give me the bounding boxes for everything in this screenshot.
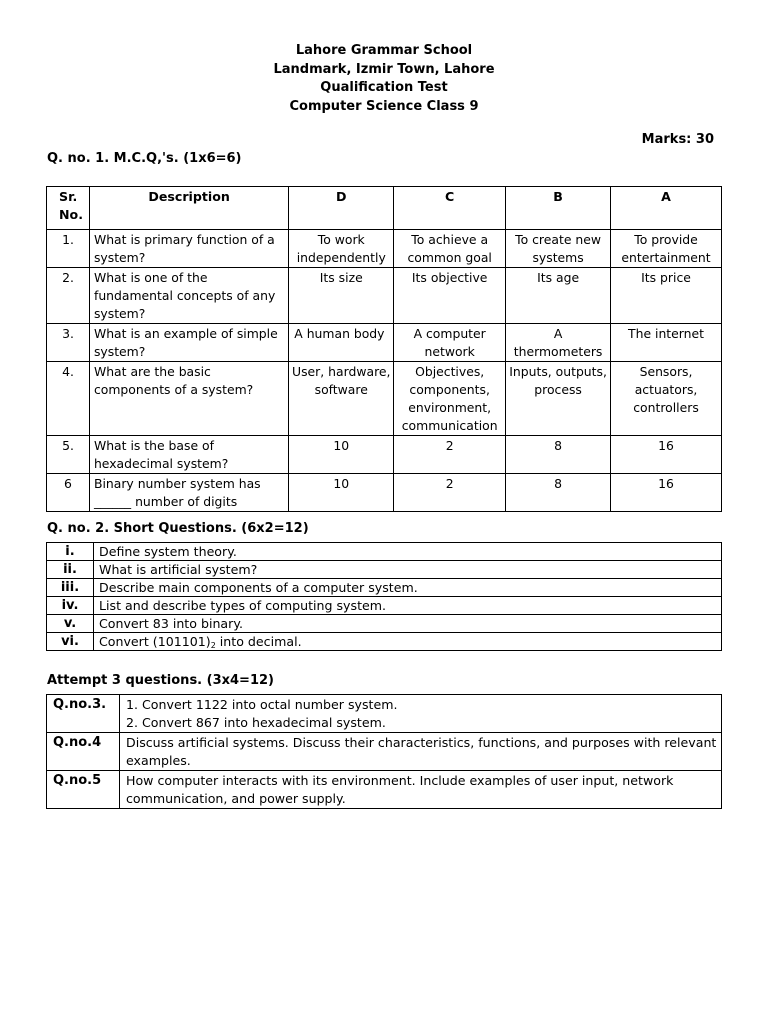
total-marks: Marks: 30 bbox=[641, 132, 714, 147]
question-text: What is an example of simple system? bbox=[89, 324, 288, 362]
question-text: List and describe types of computing system. bbox=[94, 597, 722, 615]
option-c: A computer network bbox=[394, 324, 506, 362]
long-question-row bbox=[47, 695, 722, 733]
option-d: 10 bbox=[289, 474, 394, 512]
document-header bbox=[0, 42, 768, 116]
question-text: What are the basic components of a system? bbox=[89, 362, 288, 436]
option-c: 2 bbox=[394, 474, 506, 512]
question-text: Discuss artificial systems. Discuss their characteristics, functions, and purposes with relevant examples. bbox=[120, 733, 722, 771]
sr-number: 1. bbox=[47, 230, 90, 268]
question-text-start: Convert (101101) bbox=[99, 634, 211, 649]
header-option-d: D bbox=[289, 187, 394, 230]
question-text-end: into decimal. bbox=[215, 634, 302, 649]
question-roman-number: vi. bbox=[47, 633, 94, 651]
subject-class: Computer Science Class 9 bbox=[289, 98, 479, 114]
sr-number: 5. bbox=[47, 436, 90, 474]
question-text: What is one of the fundamental concepts of any system? bbox=[89, 268, 288, 324]
option-b: To create new systems bbox=[506, 230, 611, 268]
mcq-row bbox=[47, 362, 722, 436]
option-c: To achieve a common goal bbox=[394, 230, 506, 268]
question-text bbox=[94, 633, 722, 651]
question-part-2: 2. Convert 867 into hexadecimal system. bbox=[126, 715, 386, 730]
long-questions-title: Attempt 3 questions. (3x4=12) bbox=[47, 673, 274, 688]
option-b: 8 bbox=[506, 474, 611, 512]
question-roman-number: ii. bbox=[47, 561, 94, 579]
option-d: User, hardware, software bbox=[289, 362, 394, 436]
mcq-section-title: Q. no. 1. M.C.Q,'s. (1x6=6) bbox=[47, 151, 242, 166]
long-question-row bbox=[47, 733, 722, 771]
question-roman-number: i. bbox=[47, 543, 94, 561]
question-roman-number: v. bbox=[47, 615, 94, 633]
option-c: 2 bbox=[394, 436, 506, 474]
question-roman-number: iii. bbox=[47, 579, 94, 597]
mcq-row bbox=[47, 436, 722, 474]
short-question-row bbox=[47, 579, 722, 597]
option-d: 10 bbox=[289, 436, 394, 474]
question-text: What is artificial system? bbox=[94, 561, 722, 579]
option-a: To provide entertainment bbox=[611, 230, 722, 268]
question-roman-number: iv. bbox=[47, 597, 94, 615]
long-questions-table bbox=[46, 694, 722, 809]
question-part-1: 1. Convert 1122 into octal number system. bbox=[126, 697, 398, 712]
option-a: Sensors, actuators, controllers bbox=[611, 362, 722, 436]
option-b: 8 bbox=[506, 436, 611, 474]
question-text: Define system theory. bbox=[94, 543, 722, 561]
question-number: Q.no.4 bbox=[47, 733, 120, 771]
question-text: Describe main components of a computer system. bbox=[94, 579, 722, 597]
school-name: Lahore Grammar School bbox=[295, 43, 473, 58]
option-b: Its age bbox=[506, 268, 611, 324]
long-question-row bbox=[47, 771, 722, 809]
question-text: Binary number system has ______ number of digits bbox=[89, 474, 288, 512]
header-option-b: B bbox=[506, 187, 611, 230]
sr-number: 4. bbox=[47, 362, 90, 436]
base-subscript: 2 bbox=[210, 641, 216, 650]
sr-number: 2. bbox=[47, 268, 90, 324]
sr-number: 6 bbox=[47, 474, 90, 512]
option-c: Its objective bbox=[394, 268, 506, 324]
question-text bbox=[120, 695, 722, 733]
short-question-row bbox=[47, 561, 722, 579]
question-text: How computer interacts with its environment. Include examples of user input, network communication, and power supply. bbox=[120, 771, 722, 809]
question-text: What is the base of hexadecimal system? bbox=[89, 436, 288, 474]
school-address: Landmark, Izmir Town, Lahore bbox=[273, 61, 495, 77]
question-number: Q.no.5 bbox=[47, 771, 120, 809]
option-d: A human body bbox=[289, 324, 394, 362]
option-b: Inputs, outputs, process bbox=[506, 362, 611, 436]
sr-number: 3. bbox=[47, 324, 90, 362]
test-name: Qualification Test bbox=[320, 80, 448, 95]
option-c: Objectives, components, environment, communication bbox=[394, 362, 506, 436]
option-b: A thermometers bbox=[506, 324, 611, 362]
question-text: Convert 83 into binary. bbox=[94, 615, 722, 633]
header-sr-no: Sr. No. bbox=[47, 187, 90, 230]
header-description: Description bbox=[89, 187, 288, 230]
option-a: Its price bbox=[611, 268, 722, 324]
mcq-row bbox=[47, 474, 722, 512]
header-option-a: A bbox=[611, 187, 722, 230]
short-question-row bbox=[47, 597, 722, 615]
mcq-row bbox=[47, 230, 722, 268]
mcq-row bbox=[47, 268, 722, 324]
short-question-row bbox=[47, 615, 722, 633]
question-number: Q.no.3. bbox=[47, 695, 120, 733]
option-a: 16 bbox=[611, 436, 722, 474]
short-questions-table bbox=[46, 542, 722, 651]
short-question-row bbox=[47, 633, 722, 651]
mcq-header-row bbox=[47, 187, 722, 230]
mcq-table bbox=[46, 186, 722, 512]
short-question-row bbox=[47, 543, 722, 561]
short-questions-title: Q. no. 2. Short Questions. (6x2=12) bbox=[47, 521, 309, 536]
option-d: To work independently bbox=[289, 230, 394, 268]
question-text: What is primary function of a system? bbox=[89, 230, 288, 268]
option-a: 16 bbox=[611, 474, 722, 512]
option-d: Its size bbox=[289, 268, 394, 324]
header-option-c: C bbox=[394, 187, 506, 230]
mcq-row bbox=[47, 324, 722, 362]
option-a: The internet bbox=[611, 324, 722, 362]
